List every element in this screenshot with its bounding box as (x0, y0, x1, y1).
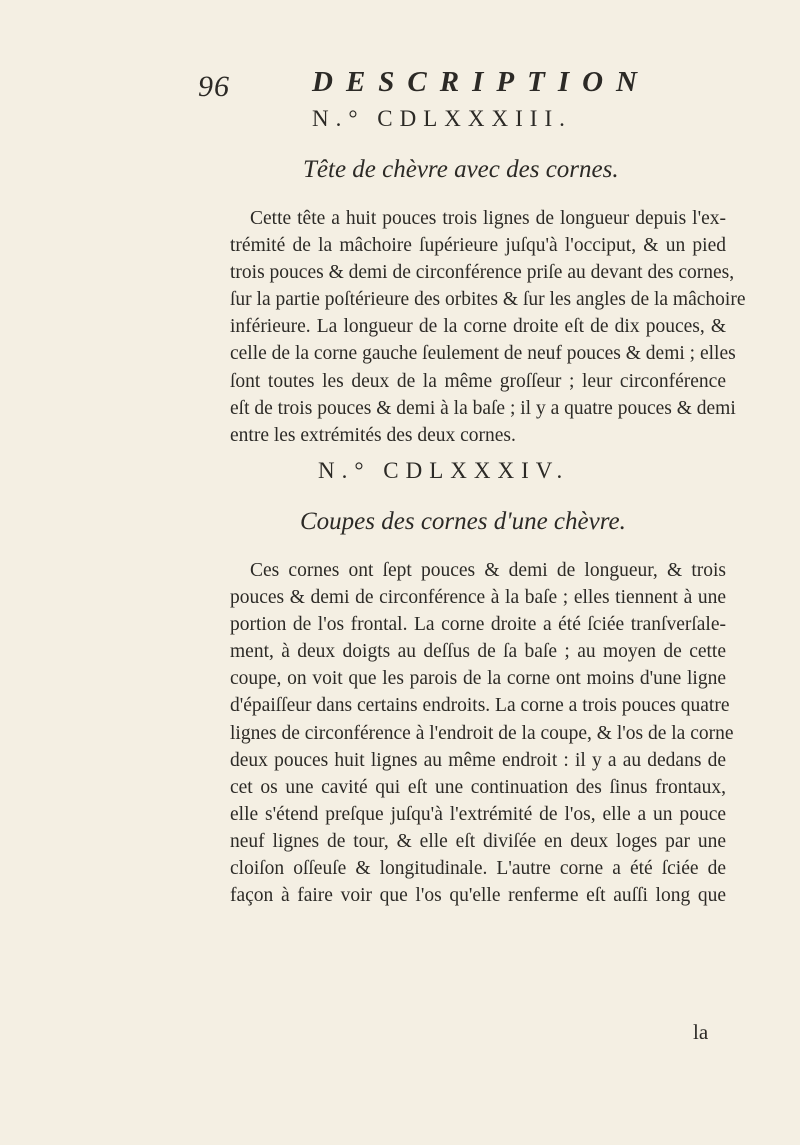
text-line: neuf lignes de tour, & elle eſt diviſée en deux loges par une (230, 830, 726, 852)
text-line: façon à faire voir que l'os qu'elle renferme eſt auſſi long que (230, 885, 726, 907)
catchword: la (693, 1020, 709, 1044)
text-line: inférieure. La longueur de la corne droite eſt de dix pouces, & (230, 316, 726, 338)
text-line: eſt de trois pouces & demi à la baſe ; il y a quatre pouces & demi (230, 397, 736, 419)
text-line: trois pouces & demi de circonférence priſe au devant des cornes, (230, 262, 735, 284)
text-line: elle s'étend preſque juſqu'à l'extrémité de l'os, elle a un pouce (230, 803, 726, 825)
entry-number: N.° CDLXXXIII. (312, 106, 572, 131)
text-line: cet os une cavité qui eſt une continuation des ſinus frontaux, (230, 776, 726, 798)
text-line: ſur la partie poſtérieure des orbites & ſur les angles de la mâchoire (230, 289, 746, 311)
entry-title: Tête de chèvre avec des cornes. (303, 156, 619, 183)
text-line: ſont toutes les deux de la même groſſeur ; leur circonférence (230, 370, 726, 392)
text-line: Ces cornes ont ſept pouces & demi de longueur, & trois (250, 560, 726, 581)
entry-paragraph (230, 205, 746, 449)
text-line: deux pouces huit lignes au même endroit : il y a au dedans de (230, 749, 726, 771)
entry-number: N.° CDLXXXIV. (318, 458, 570, 483)
text-line: celle de la corne gauche ſeulement de neuf pouces & demi ; elles (230, 343, 736, 365)
text-line: pouces & demi de circonférence à la baſe ; elles tiennent à une (230, 587, 726, 609)
text-line: trémité de la mâchoire ſupérieure juſqu'à l'occiput, & un pied (230, 235, 726, 257)
text-line: d'épaiſſeur dans certains endroits. La corne a trois pouces quatre (230, 695, 730, 717)
text-line: ment, à deux doigts au deſſus de ſa baſe ; au moyen de cette (230, 641, 726, 663)
page-number: 96 (198, 70, 230, 103)
text-line: portion de l'os frontal. La corne droite a été ſciée tranſverſale- (230, 614, 726, 636)
running-header: DESCRIPTION (312, 66, 650, 98)
text-line: Cette tête a huit pouces trois lignes de longueur depuis l'ex- (250, 208, 726, 229)
text-line: entre les extrémités des deux cornes. (230, 424, 516, 446)
text-line: cloiſon oſſeuſe & longitudinale. L'autre corne a été ſciée de (230, 858, 726, 880)
entry-paragraph (230, 557, 734, 909)
text-line: coupe, on voit que les parois de la corne ont moins d'une ligne (230, 668, 726, 690)
entry-title: Coupes des cornes d'une chèvre. (300, 508, 626, 535)
text-line: lignes de circonférence à l'endroit de la coupe, & l'os de la corne (230, 722, 734, 744)
